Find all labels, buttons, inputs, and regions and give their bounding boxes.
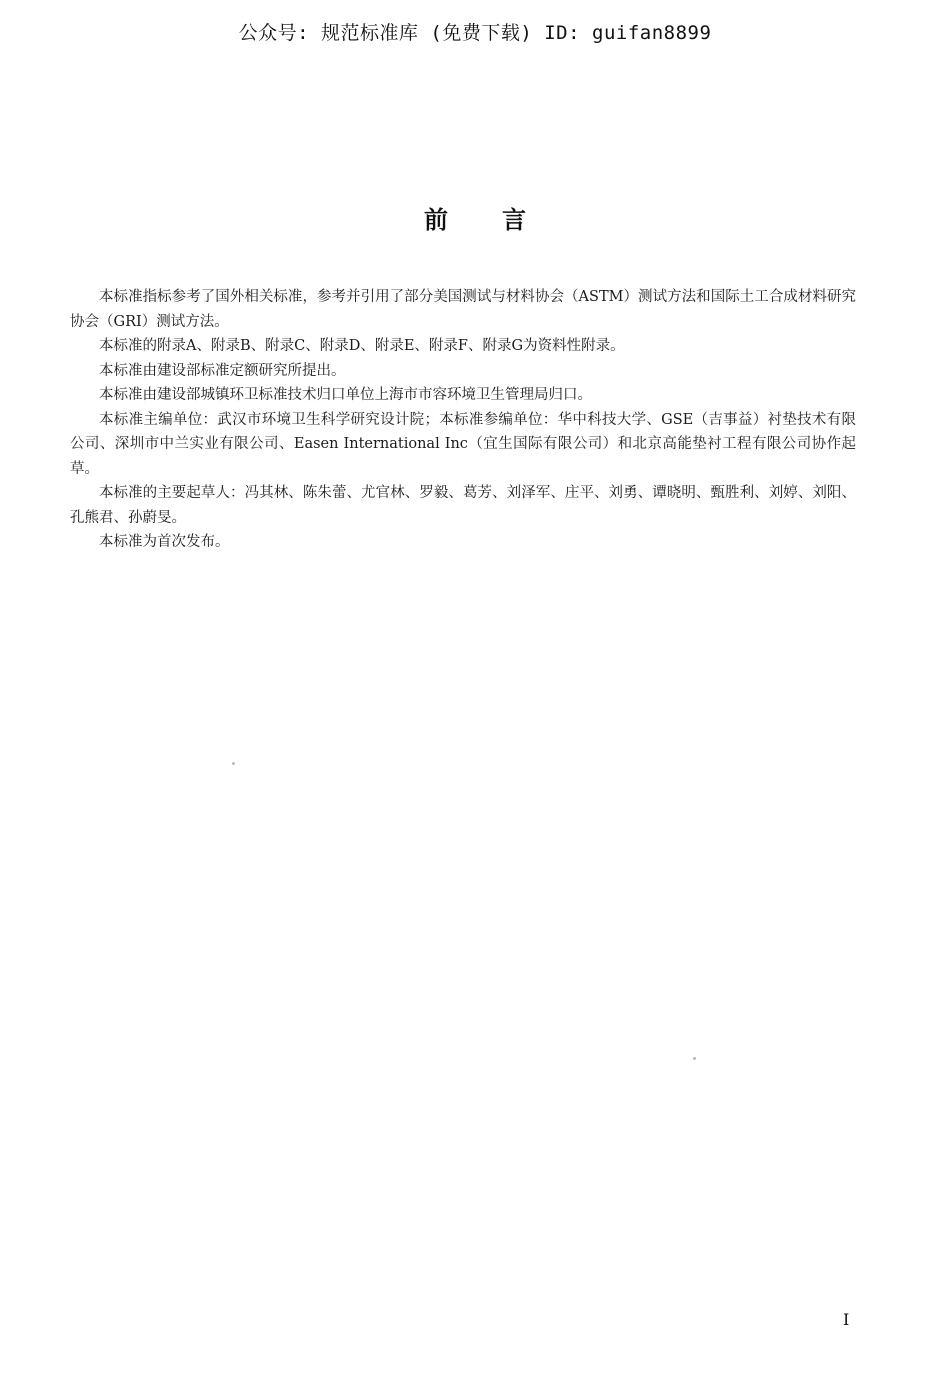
paragraph-drafters: 本标准的主要起草人：冯其林、陈朱蕾、尤官林、罗毅、葛芳、刘泽军、庄平、刘勇、谭晓明、甄胜利、刘婷、刘阳、孔熊君、孙蔚旻。 xyxy=(70,485,856,526)
paragraph-proposer: 本标准由建设部标准定额研究所提出。 xyxy=(99,362,346,379)
page-number: I xyxy=(843,1310,850,1329)
foreword-body xyxy=(70,285,856,555)
page-title: 前言 xyxy=(424,205,580,234)
paragraph-drafting-units: 本标准主编单位：武汉市环境卫生科学研究设计院；本标准参编单位：华中科技大学、GSE（吉事益）衬垫技术有限公司、深圳市中兰实业有限公司、Easen International Inc（宜生国际有限公司）和北京高能垫衬工程有限公司协作起草。 xyxy=(70,411,856,477)
scan-speck xyxy=(232,762,235,765)
paragraph-first-release: 本标准为首次发布。 xyxy=(99,534,230,550)
scan-speck xyxy=(693,1057,696,1060)
paragraph-appendices: 本标准的附录A、附录B、附录C、附录D、附录E、附录F、附录G为资料性附录。 xyxy=(99,338,625,354)
header-banner: 公众号: 规范标准库 (免费下载) ID: guifan8899 xyxy=(238,22,712,44)
paragraph-administrator: 本标准由建设部城镇环卫标准技术归口单位上海市市容环境卫生管理局归口。 xyxy=(99,387,592,403)
paragraph-references: 本标准指标参考了国外相关标准，参考并引用了部分美国测试与材料协会（ASTM）测试方法和国际土工合成材料研究协会（GRI）测试方法。 xyxy=(70,289,856,330)
